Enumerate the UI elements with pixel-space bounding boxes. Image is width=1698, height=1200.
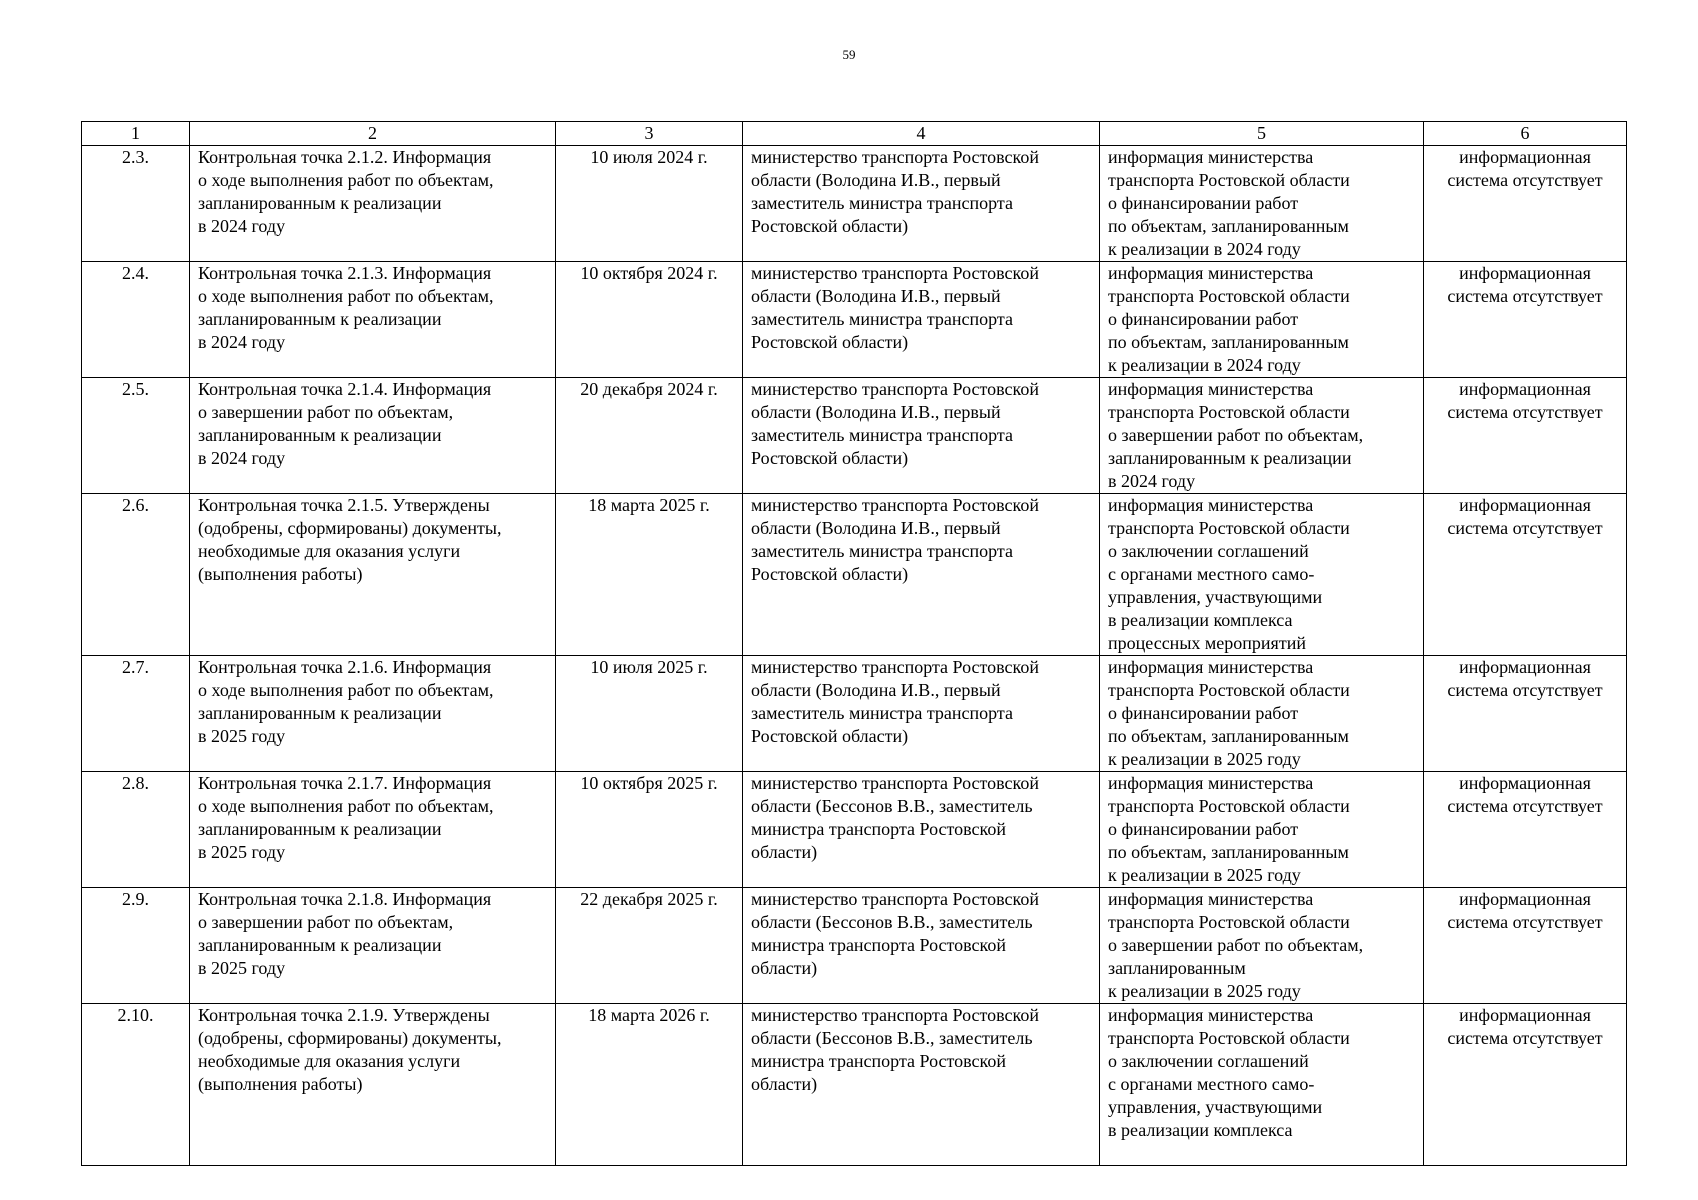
description-line: о ходе выполнения работ по объектам, — [198, 170, 494, 190]
responsible-line: министра транспорта Ростовской — [751, 819, 1006, 839]
row-number: 2.3. — [122, 147, 149, 167]
system-line: система отсутствует — [1447, 912, 1603, 932]
description-line: в 2024 году — [198, 216, 286, 236]
responsible-line: министерство транспорта Ростовской — [751, 147, 1040, 167]
description-cell — [190, 146, 556, 262]
system-line: система отсутствует — [1447, 680, 1603, 700]
document-line: о завершении работ по объектам, — [1108, 425, 1364, 445]
table-row — [82, 1004, 1627, 1166]
responsible-line: заместитель министра транспорта — [751, 541, 1013, 561]
description-line: в 2024 году — [198, 448, 286, 468]
header-col-2: 2 — [190, 122, 556, 146]
description-cell — [190, 888, 556, 1004]
responsible-cell — [743, 262, 1100, 378]
row-number-cell — [82, 262, 190, 378]
header-col-5: 5 — [1100, 122, 1424, 146]
description-line: необходимые для оказания услуги — [198, 1051, 461, 1071]
document-line: транспорта Ростовской области — [1108, 170, 1350, 190]
document-line: транспорта Ростовской области — [1108, 402, 1350, 422]
system-line: система отсутствует — [1447, 518, 1603, 538]
document-line: в реализации комплекса — [1108, 610, 1293, 630]
row-number: 2.6. — [122, 495, 149, 515]
description-cell — [190, 772, 556, 888]
system-line: система отсутствует — [1447, 402, 1603, 422]
responsible-line: области (Володина И.В., первый — [751, 680, 1001, 700]
responsible-line: министерство транспорта Ростовской — [751, 263, 1040, 283]
system-cell — [1424, 1004, 1627, 1166]
document-line: транспорта Ростовской области — [1108, 796, 1350, 816]
responsible-cell — [743, 146, 1100, 262]
description-line: запланированным к реализации — [198, 819, 442, 839]
table-row — [82, 378, 1627, 494]
system-line: информационная — [1459, 657, 1591, 677]
responsible-line: области (Бессонов В.В., заместитель — [751, 1028, 1033, 1048]
table-row — [82, 146, 1627, 262]
document-line: информация министерства — [1108, 379, 1314, 399]
row-number: 2.10. — [117, 1005, 154, 1025]
document-cell — [1100, 1004, 1424, 1166]
document-line: транспорта Ростовской области — [1108, 1028, 1350, 1048]
document-line: транспорта Ростовской области — [1108, 912, 1350, 932]
system-line: информационная — [1459, 1005, 1591, 1025]
description-line: Контрольная точка 2.1.6. Информация — [198, 657, 492, 677]
document-line: в 2024 году — [1108, 471, 1196, 491]
document-cell — [1100, 888, 1424, 1004]
row-number: 2.4. — [122, 263, 149, 283]
document-line: о финансировании работ — [1108, 193, 1299, 213]
table-row — [82, 656, 1627, 772]
document-line: информация министерства — [1108, 889, 1314, 909]
description-line: Контрольная точка 2.1.4. Информация — [198, 379, 492, 399]
date-text: 10 октября 2025 г. — [580, 773, 718, 793]
system-line: информационная — [1459, 495, 1591, 515]
document-line: по объектам, запланированным — [1108, 726, 1349, 746]
document-line: транспорта Ростовской области — [1108, 680, 1350, 700]
description-line: о завершении работ по объектам, — [198, 402, 454, 422]
responsible-line: области (Володина И.В., первый — [751, 518, 1001, 538]
table-header-row — [82, 122, 1627, 146]
responsible-line: области) — [751, 842, 818, 862]
description-line: о ходе выполнения работ по объектам, — [198, 796, 494, 816]
description-line: о завершении работ по объектам, — [198, 912, 454, 932]
description-line: в 2025 году — [198, 842, 286, 862]
system-line: система отсутствует — [1447, 796, 1603, 816]
row-number: 2.9. — [122, 889, 149, 909]
responsible-line: министра транспорта Ростовской — [751, 1051, 1006, 1071]
date-cell — [556, 888, 743, 1004]
document-line: запланированным — [1108, 958, 1246, 978]
control-points-table — [81, 121, 1627, 1166]
document-line: информация министерства — [1108, 495, 1314, 515]
date-cell — [556, 656, 743, 772]
document-line: по объектам, запланированным — [1108, 332, 1349, 352]
system-cell — [1424, 378, 1627, 494]
responsible-line: Ростовской области) — [751, 216, 909, 236]
description-line: (выполнения работы) — [198, 564, 363, 584]
table-row — [82, 888, 1627, 1004]
responsible-line: министерство транспорта Ростовской — [751, 495, 1040, 515]
system-cell — [1424, 656, 1627, 772]
description-cell — [190, 378, 556, 494]
system-line: система отсутствует — [1447, 170, 1603, 190]
document-line: информация министерства — [1108, 773, 1314, 793]
description-line: Контрольная точка 2.1.5. Утверждены — [198, 495, 490, 515]
row-number-cell — [82, 1004, 190, 1166]
description-cell — [190, 1004, 556, 1166]
row-number: 2.8. — [122, 773, 149, 793]
document-line: информация министерства — [1108, 657, 1314, 677]
document-line: о заключении соглашений — [1108, 541, 1309, 561]
description-line: (одобрены, сформированы) документы, — [198, 518, 502, 538]
document-line: с органами местного само- — [1108, 564, 1315, 584]
page-number: 59 — [842, 47, 856, 62]
responsible-line: заместитель министра транспорта — [751, 703, 1013, 723]
system-cell — [1424, 146, 1627, 262]
responsible-cell — [743, 494, 1100, 656]
responsible-line: области (Бессонов В.В., заместитель — [751, 912, 1033, 932]
responsible-line: заместитель министра транспорта — [751, 425, 1013, 445]
document-line: к реализации в 2025 году — [1108, 749, 1301, 769]
description-line: в 2024 году — [198, 332, 286, 352]
document-line: к реализации в 2024 году — [1108, 355, 1301, 375]
document-line: о финансировании работ — [1108, 703, 1299, 723]
responsible-line: области (Володина И.В., первый — [751, 286, 1001, 306]
system-cell — [1424, 494, 1627, 656]
header-col-4: 4 — [743, 122, 1100, 146]
system-line: информационная — [1459, 379, 1591, 399]
document-line: о финансировании работ — [1108, 819, 1299, 839]
responsible-line: заместитель министра транспорта — [751, 309, 1013, 329]
responsible-line: министерство транспорта Ростовской — [751, 773, 1040, 793]
system-line: информационная — [1459, 773, 1591, 793]
date-cell — [556, 262, 743, 378]
document-line: управления, участвующими — [1108, 587, 1323, 607]
system-cell — [1424, 888, 1627, 1004]
document-line: к реализации в 2025 году — [1108, 865, 1301, 885]
date-cell — [556, 1004, 743, 1166]
responsible-cell — [743, 1004, 1100, 1166]
date-text: 10 июля 2024 г. — [590, 147, 708, 167]
document-line: транспорта Ростовской области — [1108, 286, 1350, 306]
document-line: запланированным к реализации — [1108, 448, 1352, 468]
description-line: Контрольная точка 2.1.8. Информация — [198, 889, 492, 909]
description-line: (выполнения работы) — [198, 1074, 363, 1094]
date-cell — [556, 494, 743, 656]
description-line: Контрольная точка 2.1.7. Информация — [198, 773, 492, 793]
description-cell — [190, 656, 556, 772]
responsible-line: министерство транспорта Ростовской — [751, 657, 1040, 677]
responsible-line: министерство транспорта Ростовской — [751, 1005, 1040, 1025]
responsible-line: Ростовской области) — [751, 564, 909, 584]
document-line: транспорта Ростовской области — [1108, 518, 1350, 538]
header-col-3: 3 — [556, 122, 743, 146]
responsible-line: области (Володина И.В., первый — [751, 402, 1001, 422]
responsible-line: министерство транспорта Ростовской — [751, 889, 1040, 909]
responsible-line: министра транспорта Ростовской — [751, 935, 1006, 955]
responsible-line: области (Володина И.В., первый — [751, 170, 1001, 190]
description-line: запланированным к реализации — [198, 309, 442, 329]
date-text: 10 октября 2024 г. — [580, 263, 718, 283]
document-line: о завершении работ по объектам, — [1108, 935, 1364, 955]
responsible-line: области) — [751, 1074, 818, 1094]
date-text: 10 июля 2025 г. — [590, 657, 708, 677]
row-number: 2.5. — [122, 379, 149, 399]
document-line: к реализации в 2025 году — [1108, 981, 1301, 1001]
description-line: запланированным к реализации — [198, 703, 442, 723]
document-line: о финансировании работ — [1108, 309, 1299, 329]
document-line: информация министерства — [1108, 263, 1314, 283]
document-line: о заключении соглашений — [1108, 1051, 1309, 1071]
system-cell — [1424, 262, 1627, 378]
row-number-cell — [82, 888, 190, 1004]
document-cell — [1100, 378, 1424, 494]
document-line: с органами местного само- — [1108, 1074, 1315, 1094]
row-number: 2.7. — [122, 657, 149, 677]
description-line: запланированным к реализации — [198, 935, 442, 955]
description-line: Контрольная точка 2.1.3. Информация — [198, 263, 492, 283]
description-line: Контрольная точка 2.1.9. Утверждены — [198, 1005, 490, 1025]
date-cell — [556, 378, 743, 494]
date-cell — [556, 772, 743, 888]
date-text: 20 декабря 2024 г. — [580, 379, 718, 399]
system-line: информационная — [1459, 263, 1591, 283]
document-cell — [1100, 262, 1424, 378]
description-line: запланированным к реализации — [198, 193, 442, 213]
date-cell — [556, 146, 743, 262]
description-line: о ходе выполнения работ по объектам, — [198, 286, 494, 306]
row-number-cell — [82, 656, 190, 772]
document-line: по объектам, запланированным — [1108, 216, 1349, 236]
header-col-1: 1 — [82, 122, 190, 146]
description-line: в 2025 году — [198, 726, 286, 746]
document-cell — [1100, 494, 1424, 656]
system-line: информационная — [1459, 147, 1591, 167]
responsible-line: Ростовской области) — [751, 726, 909, 746]
table-row — [82, 494, 1627, 656]
description-line: в 2025 году — [198, 958, 286, 978]
date-text: 22 декабря 2025 г. — [580, 889, 718, 909]
description-cell — [190, 494, 556, 656]
responsible-cell — [743, 656, 1100, 772]
table-row — [82, 772, 1627, 888]
responsible-line: министерство транспорта Ростовской — [751, 379, 1040, 399]
responsible-cell — [743, 888, 1100, 1004]
description-line: Контрольная точка 2.1.2. Информация — [198, 147, 492, 167]
system-cell — [1424, 772, 1627, 888]
responsible-line: области (Бессонов В.В., заместитель — [751, 796, 1033, 816]
system-line: информационная — [1459, 889, 1591, 909]
document-line: управления, участвующими — [1108, 1097, 1323, 1117]
description-line: запланированным к реализации — [198, 425, 442, 445]
table-row — [82, 262, 1627, 378]
description-line: необходимые для оказания услуги — [198, 541, 461, 561]
document-line: информация министерства — [1108, 147, 1314, 167]
document-line: по объектам, запланированным — [1108, 842, 1349, 862]
document-cell — [1100, 656, 1424, 772]
description-cell — [190, 262, 556, 378]
responsible-cell — [743, 378, 1100, 494]
document-line: процессных мероприятий — [1108, 633, 1306, 653]
responsible-line: области) — [751, 958, 818, 978]
document-line: к реализации в 2024 году — [1108, 239, 1301, 259]
row-number-cell — [82, 378, 190, 494]
system-line: система отсутствует — [1447, 1028, 1603, 1048]
row-number-cell — [82, 772, 190, 888]
row-number-cell — [82, 494, 190, 656]
document-cell — [1100, 772, 1424, 888]
date-text: 18 марта 2026 г. — [588, 1005, 710, 1025]
responsible-line: Ростовской области) — [751, 332, 909, 352]
description-line: (одобрены, сформированы) документы, — [198, 1028, 502, 1048]
responsible-cell — [743, 772, 1100, 888]
document-line: в реализации комплекса — [1108, 1120, 1293, 1140]
system-line: система отсутствует — [1447, 286, 1603, 306]
document-cell — [1100, 146, 1424, 262]
date-text: 18 марта 2025 г. — [588, 495, 710, 515]
responsible-line: заместитель министра транспорта — [751, 193, 1013, 213]
header-col-6: 6 — [1424, 122, 1627, 146]
document-line: информация министерства — [1108, 1005, 1314, 1025]
description-line: о ходе выполнения работ по объектам, — [198, 680, 494, 700]
row-number-cell — [82, 146, 190, 262]
responsible-line: Ростовской области) — [751, 448, 909, 468]
